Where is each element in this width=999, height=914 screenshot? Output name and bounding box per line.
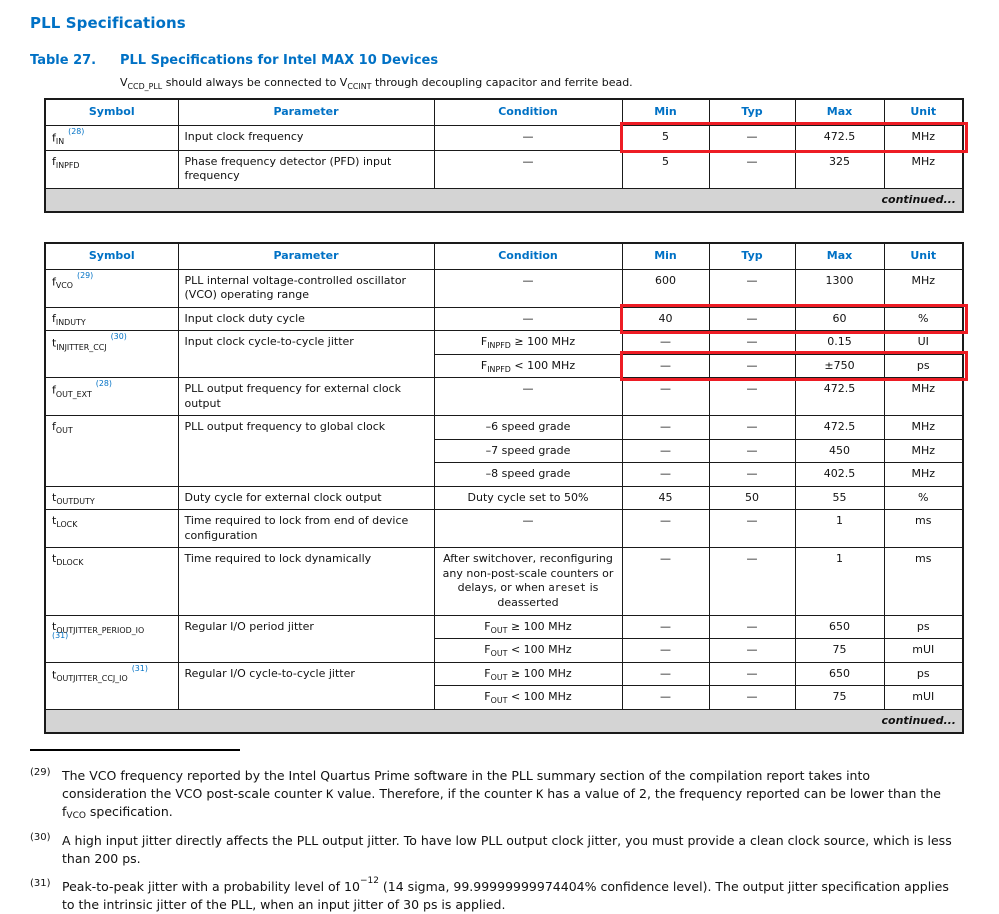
- condition-cell: —: [434, 125, 622, 150]
- parameter-cell: Input clock cycle-to-cycle jitter: [178, 331, 434, 378]
- condition-cell: $F_{OUT} < 100$ MHz: [434, 639, 622, 663]
- unit-cell: MHz: [884, 378, 963, 416]
- table-row: [45, 378, 963, 416]
- table-row: [45, 269, 963, 307]
- column-header-parameter: Parameter: [178, 99, 434, 125]
- min-cell: —: [622, 639, 709, 663]
- max-cell: 472.5: [795, 378, 884, 416]
- condition-cell: —: [434, 150, 622, 188]
- max-cell: 472.5: [795, 416, 884, 440]
- footnote-ref-link[interactable]: (31): [52, 631, 69, 641]
- footnote: [30, 832, 952, 868]
- continued-row: [45, 709, 963, 733]
- footnote: [30, 767, 952, 820]
- column-header-typ: Typ: [709, 99, 795, 125]
- footnote-ref-link[interactable]: (31): [131, 663, 148, 673]
- spec-table: [44, 242, 964, 734]
- parameter-cell: Time required to lock from end of device configuration: [178, 510, 434, 548]
- typ-cell: —: [709, 125, 795, 150]
- footnote: [30, 878, 952, 914]
- min-cell: —: [622, 378, 709, 416]
- typ-cell: —: [709, 548, 795, 615]
- footnote-text: The VCO frequency reported by the Intel Quartus Prime software in the PLL summary section of the compilation report takes into consideration the VCO post-scale counter K value. Therefore, if the counter K has a value of 2, the frequency reported can be lower than the $f_{VCO}$ specification.: [62, 768, 941, 821]
- typ-cell: 50: [709, 486, 795, 510]
- max-cell: ±750: [795, 354, 884, 378]
- max-cell: 75: [795, 639, 884, 663]
- condition-cell: —: [434, 269, 622, 307]
- table-note: $V_{CCD\_PLL}$ should always be connected to $V_{CCINT}$ through decoupling capacitor and ferrite bead.: [120, 76, 633, 91]
- max-cell: 402.5: [795, 463, 884, 487]
- parameter-cell: Input clock duty cycle: [178, 307, 434, 331]
- footnote-number: (29): [30, 767, 51, 779]
- symbol-cell: $f_{OUT\_EXT}^{(28)}$: [45, 378, 178, 416]
- max-cell: 325: [795, 150, 884, 188]
- min-cell: —: [622, 615, 709, 639]
- table-row: [45, 510, 963, 548]
- column-header-min: Min: [622, 243, 709, 269]
- symbol-cell: $t_{DLOCK}$: [45, 548, 178, 615]
- condition-cell: —: [434, 307, 622, 331]
- unit-cell: %: [884, 307, 963, 331]
- column-header-max: Max: [795, 243, 884, 269]
- max-cell: 450: [795, 439, 884, 463]
- typ-cell: —: [709, 463, 795, 487]
- typ-cell: —: [709, 686, 795, 710]
- condition-cell: —: [434, 510, 622, 548]
- table-row: [45, 150, 963, 188]
- footnote-text: A high input jitter directly affects the PLL output jitter. To have low PLL output clock jitter, you must provide a clean clock source, which is less than 200 ps.: [62, 832, 952, 866]
- min-cell: —: [622, 662, 709, 686]
- unit-cell: MHz: [884, 439, 963, 463]
- column-header-symbol: Symbol: [45, 243, 178, 269]
- column-header-condition: Condition: [434, 243, 622, 269]
- column-header-symbol: Symbol: [45, 99, 178, 125]
- max-cell: 472.5: [795, 125, 884, 150]
- footnotes-section: [30, 767, 965, 914]
- page-title: PLL Specifications: [30, 14, 186, 32]
- condition-cell: $F_{OUT} < 100$ MHz: [434, 686, 622, 710]
- column-header-min: Min: [622, 99, 709, 125]
- table-row: [45, 331, 963, 355]
- symbol-cell: $t_{OUTDUTY}$: [45, 486, 178, 510]
- table-row: [45, 486, 963, 510]
- typ-cell: —: [709, 439, 795, 463]
- unit-cell: MHz: [884, 463, 963, 487]
- footnote-ref-link[interactable]: (28): [95, 379, 113, 389]
- table-row: [45, 548, 963, 615]
- parameter-cell: Regular I/O cycle-to-cycle jitter: [178, 662, 434, 709]
- typ-cell: —: [709, 354, 795, 378]
- unit-cell: UI: [884, 331, 963, 355]
- column-header-unit: Unit: [884, 99, 963, 125]
- typ-cell: —: [709, 416, 795, 440]
- max-cell: 1300: [795, 269, 884, 307]
- symbol-cell: $f_{INPFD}$: [45, 150, 178, 188]
- condition-cell: $F_{INPFD} \ge 100$ MHz: [434, 331, 622, 355]
- footnote-text: Peak-to-peak jitter with a probability level of $10^{-12}$ (14 sigma, 99.99999999974404% confidence level). The output jitter specification applies to the intrinsic jitter of the PLL, when an input jitter of 30 ps is applied.: [62, 876, 949, 913]
- typ-cell: —: [709, 307, 795, 331]
- min-cell: —: [622, 354, 709, 378]
- table-row: [45, 307, 963, 331]
- typ-cell: —: [709, 639, 795, 663]
- min-cell: —: [622, 331, 709, 355]
- footnote-number: (31): [30, 878, 51, 890]
- unit-cell: %: [884, 486, 963, 510]
- max-cell: 55: [795, 486, 884, 510]
- unit-cell: mUI: [884, 686, 963, 710]
- footnote-ref-link[interactable]: (29): [77, 270, 94, 280]
- parameter-cell: Phase frequency detector (PFD) input frequency: [178, 150, 434, 188]
- unit-cell: mUI: [884, 639, 963, 663]
- parameter-cell: PLL output frequency for external clock output: [178, 378, 434, 416]
- typ-cell: —: [709, 269, 795, 307]
- parameter-cell: Time required to lock dynamically: [178, 548, 434, 615]
- continued-label: continued...: [45, 709, 963, 733]
- condition-cell: –6 speed grade: [434, 416, 622, 440]
- column-header-condition: Condition: [434, 99, 622, 125]
- symbol-cell: $f_{OUT}$: [45, 416, 178, 487]
- min-cell: —: [622, 510, 709, 548]
- footnote-ref-link[interactable]: (28): [68, 126, 85, 136]
- table-caption-label: Table 27.: [30, 53, 97, 68]
- symbol-cell: $t_{LOCK}$: [45, 510, 178, 548]
- min-cell: —: [622, 439, 709, 463]
- symbol-cell: $t_{INJITTER\_CCJ}^{(30)}$: [45, 331, 178, 378]
- condition-cell: After switchover, reconfiguring any non-post-scale counters or delays, or when areset is deasserted: [434, 548, 622, 615]
- column-header-typ: Typ: [709, 243, 795, 269]
- unit-cell: ps: [884, 662, 963, 686]
- min-cell: 5: [622, 150, 709, 188]
- unit-cell: ms: [884, 548, 963, 615]
- max-cell: 1: [795, 548, 884, 615]
- table-row: [45, 416, 963, 440]
- typ-cell: —: [709, 615, 795, 639]
- parameter-cell: Duty cycle for external clock output: [178, 486, 434, 510]
- min-cell: —: [622, 463, 709, 487]
- typ-cell: —: [709, 331, 795, 355]
- symbol-cell: $t_{OUTJITTER\_PERIOD\_IO}$ $^{(31)}$: [45, 615, 178, 662]
- symbol-cell: $f_{IN}^{(28)}$: [45, 125, 178, 150]
- column-header-parameter: Parameter: [178, 243, 434, 269]
- max-cell: 650: [795, 662, 884, 686]
- condition-cell: $F_{INPFD} < 100$ MHz: [434, 354, 622, 378]
- typ-cell: —: [709, 150, 795, 188]
- typ-cell: —: [709, 378, 795, 416]
- unit-cell: ms: [884, 510, 963, 548]
- condition-cell: $F_{OUT} \ge 100$ MHz: [434, 615, 622, 639]
- max-cell: 1: [795, 510, 884, 548]
- condition-cell: Duty cycle set to 50%: [434, 486, 622, 510]
- column-header-unit: Unit: [884, 243, 963, 269]
- unit-cell: MHz: [884, 269, 963, 307]
- unit-cell: ps: [884, 615, 963, 639]
- max-cell: 60: [795, 307, 884, 331]
- typ-cell: —: [709, 510, 795, 548]
- min-cell: —: [622, 686, 709, 710]
- parameter-cell: Regular I/O period jitter: [178, 615, 434, 662]
- min-cell: —: [622, 548, 709, 615]
- symbol-cell: $f_{INDUTY}$: [45, 307, 178, 331]
- table-row: [45, 615, 963, 639]
- min-cell: 45: [622, 486, 709, 510]
- header-row: [45, 99, 963, 125]
- max-cell: 650: [795, 615, 884, 639]
- min-cell: 600: [622, 269, 709, 307]
- unit-cell: MHz: [884, 150, 963, 188]
- unit-cell: ps: [884, 354, 963, 378]
- condition-cell: —: [434, 378, 622, 416]
- symbol-cell: $f_{VCO}^{(29)}$: [45, 269, 178, 307]
- spec-table: [44, 98, 964, 213]
- condition-cell: –7 speed grade: [434, 439, 622, 463]
- continued-row: [45, 188, 963, 212]
- max-cell: 75: [795, 686, 884, 710]
- unit-cell: MHz: [884, 416, 963, 440]
- parameter-cell: PLL output frequency to global clock: [178, 416, 434, 487]
- min-cell: 5: [622, 125, 709, 150]
- min-cell: 40: [622, 307, 709, 331]
- table-row: [45, 125, 963, 150]
- condition-cell: –8 speed grade: [434, 463, 622, 487]
- footnote-number: (30): [30, 831, 51, 843]
- header-row: [45, 243, 963, 269]
- unit-cell: MHz: [884, 125, 963, 150]
- max-cell: 0.15: [795, 331, 884, 355]
- spec-table-1-container: [30, 98, 965, 213]
- table-caption: [30, 53, 965, 68]
- min-cell: —: [622, 416, 709, 440]
- parameter-cell: PLL internal voltage-controlled oscillator (VCO) operating range: [178, 269, 434, 307]
- footnote-ref-link[interactable]: (30): [110, 332, 127, 342]
- continued-label: continued...: [45, 188, 963, 212]
- column-header-max: Max: [795, 99, 884, 125]
- parameter-cell: Input clock frequency: [178, 125, 434, 150]
- symbol-cell: $t_{OUTJITTER\_CCJ\_IO}^{(31)}$: [45, 662, 178, 709]
- typ-cell: —: [709, 662, 795, 686]
- table-caption-title: PLL Specifications for Intel MAX 10 Devices: [120, 53, 439, 68]
- condition-cell: $F_{OUT} \ge 100$ MHz: [434, 662, 622, 686]
- footnote-separator-rule: [30, 749, 240, 751]
- spec-table-2-container: [30, 242, 965, 734]
- table-gap: [30, 213, 965, 242]
- table-row: [45, 662, 963, 686]
